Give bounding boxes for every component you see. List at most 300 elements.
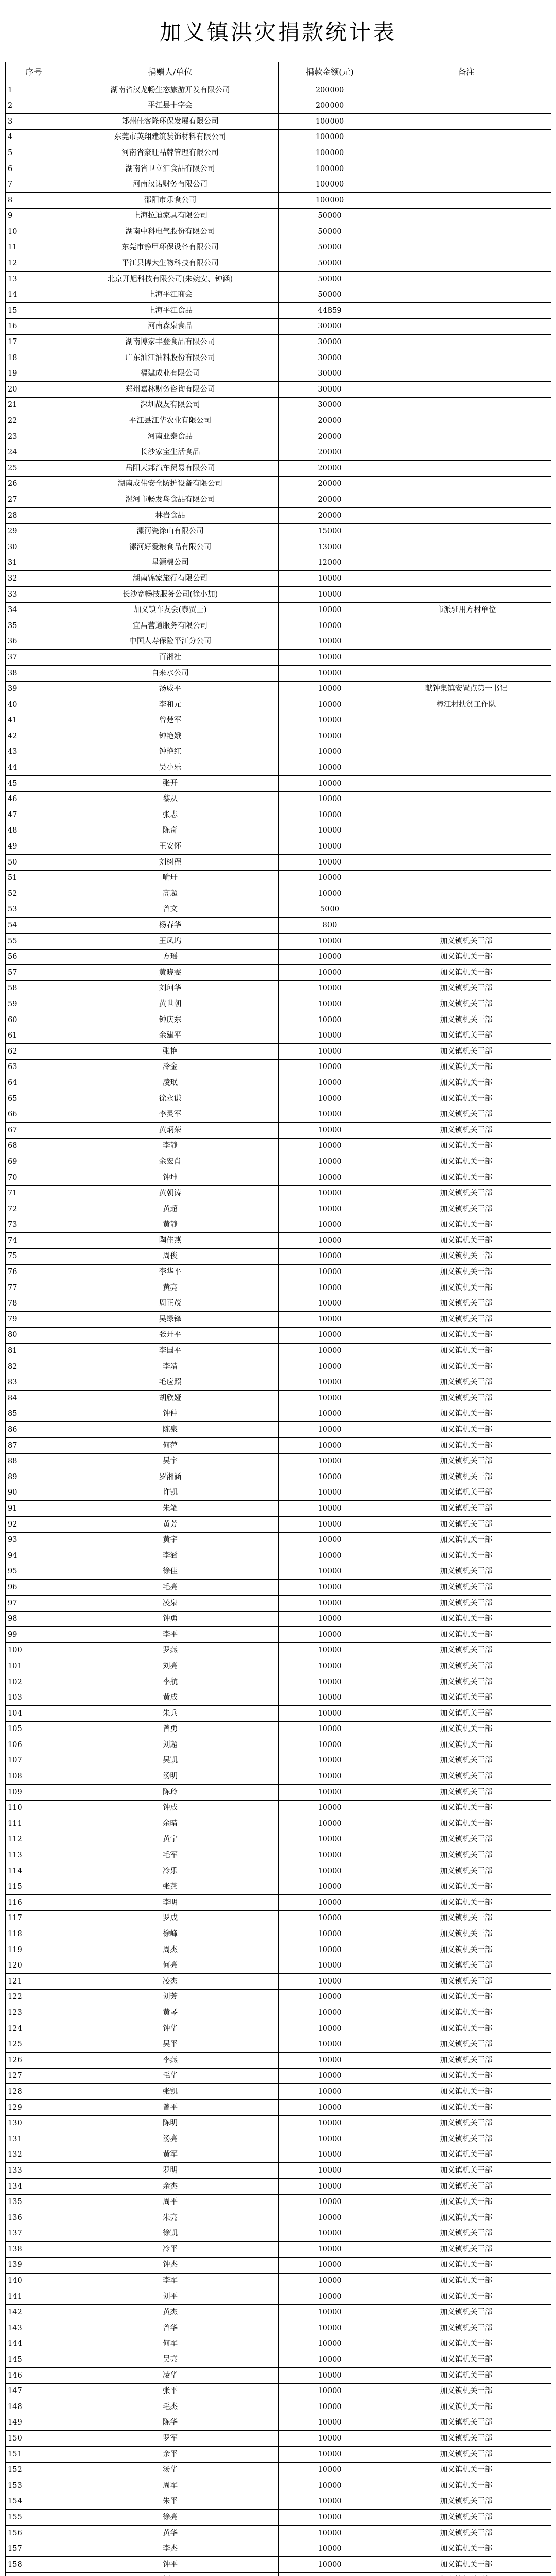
row-note — [381, 776, 551, 792]
table-row — [6, 1627, 551, 1643]
table-row — [6, 1107, 551, 1123]
table-row — [6, 602, 551, 618]
row-note: 加义镇机关干部 — [381, 2352, 551, 2368]
row-note — [381, 650, 551, 666]
row-index: 71 — [6, 1185, 62, 1201]
row-index: 120 — [6, 1958, 62, 1974]
row-note: 加义镇机关干部 — [381, 1469, 551, 1485]
row-donor: 黄华 — [62, 2526, 279, 2541]
row-index: 79 — [6, 1312, 62, 1328]
row-note: 加义镇机关干部 — [381, 2178, 551, 2194]
row-donor: 岳阳天邦汽车贸易有限公司 — [62, 461, 279, 477]
row-index: 16 — [6, 318, 62, 334]
row-index: 92 — [6, 1517, 62, 1533]
table-row — [6, 224, 551, 240]
row-amount: 10000 — [279, 1564, 381, 1580]
row-amount: 10000 — [279, 996, 381, 1012]
table-row — [6, 650, 551, 666]
row-index: 20 — [6, 382, 62, 398]
row-index: 75 — [6, 1248, 62, 1264]
row-index: 118 — [6, 1926, 62, 1942]
table-row — [6, 1501, 551, 1517]
row-note: 加义镇机关干部 — [381, 1832, 551, 1848]
row-note: 加义镇机关干部 — [381, 2053, 551, 2069]
row-amount: 30000 — [279, 350, 381, 366]
table-row — [6, 1296, 551, 1312]
row-amount: 10000 — [279, 2541, 381, 2557]
row-note: 加义镇机关干部 — [381, 1343, 551, 1359]
row-donor: 湖南省卫立汇食品有限公司 — [62, 161, 279, 177]
table-row — [6, 1596, 551, 1612]
row-donor: 罗军 — [62, 2431, 279, 2447]
row-index: 63 — [6, 1059, 62, 1075]
row-note: 加义镇机关干部 — [381, 1327, 551, 1343]
row-donor: 广东汕江油料股份有限公司 — [62, 350, 279, 366]
row-donor: 刘珂华 — [62, 980, 279, 996]
row-donor: 钟艳红 — [62, 744, 279, 760]
row-amount: 10000 — [279, 839, 381, 855]
row-index: 141 — [6, 2289, 62, 2305]
row-note: 加义镇机关干部 — [381, 2021, 551, 2037]
row-donor: 凌珉 — [62, 1075, 279, 1091]
row-donor: 凌华 — [62, 2368, 279, 2384]
row-note — [381, 587, 551, 603]
row-donor: 李华平 — [62, 1264, 279, 1280]
row-note: 加义镇机关干部 — [381, 1690, 551, 1706]
row-donor: 方瑶 — [62, 949, 279, 965]
row-note: 加义镇机关干部 — [381, 2304, 551, 2320]
row-donor: 胡欣娅 — [62, 1391, 279, 1406]
row-note: 加义镇机关干部 — [381, 1170, 551, 1185]
row-note — [381, 193, 551, 209]
row-donor: 长沙家宝生活食品 — [62, 445, 279, 461]
row-index: 14 — [6, 287, 62, 303]
table-row — [6, 429, 551, 445]
row-note — [381, 240, 551, 256]
row-index: 12 — [6, 256, 62, 272]
row-index: 64 — [6, 1075, 62, 1091]
row-note: 加义镇机关干部 — [381, 1706, 551, 1722]
row-index: 88 — [6, 1453, 62, 1469]
row-amount: 13000 — [279, 539, 381, 555]
table-row — [6, 2194, 551, 2210]
row-donor: 自来水公司 — [62, 665, 279, 681]
row-note: 加义镇机关干部 — [381, 1974, 551, 1990]
row-donor: 徐峰 — [62, 1926, 279, 1942]
row-index: 32 — [6, 571, 62, 587]
row-amount: 10000 — [279, 665, 381, 681]
row-index: 21 — [6, 397, 62, 413]
row-donor: 漯河市畅发鸟食品有限公司 — [62, 492, 279, 508]
row-note — [381, 807, 551, 823]
table-row — [6, 681, 551, 697]
row-note — [381, 870, 551, 886]
row-amount: 10000 — [279, 2494, 381, 2510]
table-row — [6, 571, 551, 587]
row-index: 91 — [6, 1501, 62, 1517]
row-index: 107 — [6, 1753, 62, 1769]
row-amount: 10000 — [279, 1123, 381, 1139]
row-amount: 30000 — [279, 382, 381, 398]
row-amount: 10000 — [279, 1958, 381, 1974]
row-index: 148 — [6, 2399, 62, 2415]
row-donor: 余平 — [62, 2447, 279, 2463]
row-index: 51 — [6, 870, 62, 886]
table-row — [6, 2257, 551, 2273]
table-row — [6, 1012, 551, 1028]
table-row — [6, 980, 551, 996]
row-donor: 钟庆东 — [62, 1012, 279, 1028]
row-index: 111 — [6, 1816, 62, 1832]
row-amount: 10000 — [279, 2194, 381, 2210]
row-note: 加义镇机关干部 — [381, 1753, 551, 1769]
row-amount: 100000 — [279, 177, 381, 193]
row-amount: 10000 — [279, 2399, 381, 2415]
table-row — [6, 1737, 551, 1753]
row-index: 53 — [6, 902, 62, 918]
row-index: 154 — [6, 2494, 62, 2510]
row-amount: 10000 — [279, 823, 381, 839]
row-index: 136 — [6, 2210, 62, 2226]
row-amount: 10000 — [279, 1359, 381, 1375]
row-donor: 罗成 — [62, 1910, 279, 1926]
row-note — [381, 476, 551, 492]
row-amount: 10000 — [279, 791, 381, 807]
row-amount: 10000 — [279, 1501, 381, 1517]
row-note: 加义镇机关干部 — [381, 2447, 551, 2463]
row-note: 樟江村扶贫工作队 — [381, 697, 551, 713]
table-row — [6, 1406, 551, 1422]
row-donor: 钟仲 — [62, 1406, 279, 1422]
row-note: 加义镇机关干部 — [381, 1185, 551, 1201]
row-note: 加义镇机关干部 — [381, 1264, 551, 1280]
row-donor: 刘亮 — [62, 1658, 279, 1674]
table-row — [6, 1674, 551, 1690]
row-donor: 李平 — [62, 1627, 279, 1643]
row-note — [381, 744, 551, 760]
row-donor: 李和元 — [62, 697, 279, 713]
row-donor: 张开 — [62, 776, 279, 792]
row-index: 28 — [6, 508, 62, 524]
table-row — [6, 1422, 551, 1438]
table-row — [6, 1453, 551, 1469]
row-index: 33 — [6, 587, 62, 603]
row-index: 13 — [6, 272, 62, 287]
row-donor: 湖南锦家旅行有限公司 — [62, 571, 279, 587]
row-donor: 喻玕 — [62, 870, 279, 886]
row-amount: 10000 — [279, 1895, 381, 1911]
row-donor: 徐佳 — [62, 1564, 279, 1580]
row-amount: 20000 — [279, 429, 381, 445]
table-row — [6, 744, 551, 760]
row-index: 123 — [6, 2005, 62, 2021]
row-note: 加义镇机关干部 — [381, 1296, 551, 1312]
row-amount: 10000 — [279, 2336, 381, 2352]
row-amount: 10000 — [279, 2273, 381, 2289]
table-row — [6, 2478, 551, 2494]
row-note — [381, 839, 551, 855]
table-row — [6, 1343, 551, 1359]
row-donor: 罗明 — [62, 2163, 279, 2179]
table-row — [6, 129, 551, 145]
table-row — [6, 1217, 551, 1233]
row-amount: 10000 — [279, 1375, 381, 1391]
row-note: 加义镇机关干部 — [381, 2368, 551, 2384]
table-row — [6, 114, 551, 130]
row-note: 献钟集镇安置点第一书记 — [381, 681, 551, 697]
row-note — [381, 634, 551, 650]
row-index: 104 — [6, 1706, 62, 1722]
row-donor: 平江县博大生物科技有限公司 — [62, 256, 279, 272]
row-index: 77 — [6, 1280, 62, 1296]
row-note — [381, 429, 551, 445]
row-amount: 10000 — [279, 2100, 381, 2116]
row-amount: 10000 — [279, 1879, 381, 1895]
row-index: 62 — [6, 1044, 62, 1060]
row-amount: 10000 — [279, 1800, 381, 1816]
row-amount: 50000 — [279, 287, 381, 303]
table-row — [6, 492, 551, 508]
row-amount: 10000 — [279, 1769, 381, 1785]
row-amount: 10000 — [279, 2210, 381, 2226]
row-donor: 黄晓雯 — [62, 965, 279, 981]
row-donor: 长沙宽畅技服务公司(徐小加) — [62, 587, 279, 603]
row-donor: 宜昌营道服务有限公司 — [62, 618, 279, 634]
table-row — [6, 2431, 551, 2447]
row-donor: 东莞市静甲环保设备有限公司 — [62, 240, 279, 256]
row-note: 加义镇机关干部 — [381, 2494, 551, 2510]
row-note: 加义镇机关干部 — [381, 1816, 551, 1832]
row-note — [381, 318, 551, 334]
row-note — [381, 791, 551, 807]
row-amount: 10000 — [279, 1580, 381, 1596]
row-donor: 朱兵 — [62, 1706, 279, 1722]
row-donor: 徐永谦 — [62, 1091, 279, 1107]
row-donor: 湖南省汉龙畅生态旅游开发有限公司 — [62, 82, 279, 98]
table-row — [6, 523, 551, 539]
row-amount: 200000 — [279, 98, 381, 114]
table-row — [6, 2273, 551, 2289]
row-amount: 10000 — [279, 2226, 381, 2242]
row-index: 69 — [6, 1154, 62, 1170]
row-donor: 余杰 — [62, 2178, 279, 2194]
donation-table — [5, 62, 551, 2576]
row-note: 加义镇机关干部 — [381, 1091, 551, 1107]
row-donor: 冷金 — [62, 1059, 279, 1075]
row-donor: 黄亮 — [62, 1280, 279, 1296]
table-row — [6, 2178, 551, 2194]
row-note: 加义镇机关干部 — [381, 996, 551, 1012]
row-donor: 张志 — [62, 807, 279, 823]
row-index: 45 — [6, 776, 62, 792]
row-amount: 10000 — [279, 713, 381, 728]
row-note — [381, 918, 551, 934]
row-note — [381, 539, 551, 555]
row-note: 加义镇机关干部 — [381, 2037, 551, 2053]
row-index: 130 — [6, 2115, 62, 2131]
row-donor: 黄宇 — [62, 1532, 279, 1548]
row-donor: 余宏肖 — [62, 1154, 279, 1170]
row-index: 65 — [6, 1091, 62, 1107]
row-index: 119 — [6, 1942, 62, 1958]
row-note — [381, 555, 551, 571]
row-note: 加义镇机关干部 — [381, 2289, 551, 2305]
row-donor: 黎从 — [62, 791, 279, 807]
row-note: 加义镇机关干部 — [381, 1737, 551, 1753]
row-index: 39 — [6, 681, 62, 697]
row-amount: 20000 — [279, 508, 381, 524]
row-note: 加义镇机关干部 — [381, 2273, 551, 2289]
row-note — [381, 129, 551, 145]
row-donor: 陈明 — [62, 2115, 279, 2131]
row-amount: 20000 — [279, 476, 381, 492]
row-donor: 曾平 — [62, 2100, 279, 2116]
row-index: 83 — [6, 1375, 62, 1391]
row-note: 加义镇机关干部 — [381, 2478, 551, 2494]
row-note: 加义镇机关干部 — [381, 1674, 551, 1690]
row-note: 加义镇机关干部 — [381, 1910, 551, 1926]
row-index: 52 — [6, 886, 62, 902]
row-donor: 湖南博家丰登食品有限公司 — [62, 334, 279, 350]
row-note: 加义镇机关干部 — [381, 2431, 551, 2447]
row-amount: 10000 — [279, 2178, 381, 2194]
table-row — [6, 1848, 551, 1863]
row-donor: 深圳战友有限公司 — [62, 397, 279, 413]
row-donor: 漯河瓷涂山有限公司 — [62, 523, 279, 539]
row-amount: 5000 — [279, 902, 381, 918]
row-note: 加义镇机关干部 — [381, 1028, 551, 1044]
row-donor: 吴平 — [62, 2037, 279, 2053]
row-index: 122 — [6, 1989, 62, 2005]
row-donor: 钟杰 — [62, 2257, 279, 2273]
row-note: 加义镇机关干部 — [381, 1564, 551, 1580]
row-index: 87 — [6, 1438, 62, 1454]
row-note — [381, 272, 551, 287]
row-note — [381, 413, 551, 429]
row-donor: 汤明 — [62, 1769, 279, 1785]
row-amount: 10000 — [279, 1848, 381, 1863]
table-row — [6, 839, 551, 855]
row-amount: 10000 — [279, 1658, 381, 1674]
row-amount: 10000 — [279, 760, 381, 776]
table-row — [6, 382, 551, 398]
row-index: 22 — [6, 413, 62, 429]
table-row — [6, 1611, 551, 1627]
row-amount: 10000 — [279, 1910, 381, 1926]
row-amount: 20000 — [279, 492, 381, 508]
row-amount: 100000 — [279, 193, 381, 209]
row-donor: 钟艳娥 — [62, 728, 279, 744]
row-donor: 星源棉公司 — [62, 555, 279, 571]
row-donor: 河南森泉食品 — [62, 318, 279, 334]
row-donor: 张燕 — [62, 1879, 279, 1895]
row-note: 加义镇机关干部 — [381, 1532, 551, 1548]
row-note: 加义镇机关干部 — [381, 2194, 551, 2210]
row-amount: 10000 — [279, 2368, 381, 2384]
row-index: 27 — [6, 492, 62, 508]
row-amount: 10000 — [279, 1044, 381, 1060]
row-amount: 10000 — [279, 2320, 381, 2336]
row-index: 1 — [6, 82, 62, 98]
row-index: 7 — [6, 177, 62, 193]
row-amount: 10000 — [279, 2447, 381, 2463]
row-amount: 10000 — [279, 1485, 381, 1501]
row-donor: 凌泉 — [62, 1596, 279, 1612]
row-index: 143 — [6, 2320, 62, 2336]
row-note — [381, 334, 551, 350]
row-amount: 10000 — [279, 776, 381, 792]
row-donor: 李国平 — [62, 1343, 279, 1359]
row-amount: 10000 — [279, 1233, 381, 1249]
row-index: 146 — [6, 2368, 62, 2384]
table-row — [6, 1721, 551, 1737]
row-amount: 10000 — [279, 807, 381, 823]
row-amount: 100000 — [279, 161, 381, 177]
row-donor: 黄成 — [62, 1690, 279, 1706]
row-donor: 上海拉迪家具有限公司 — [62, 208, 279, 224]
row-note — [381, 256, 551, 272]
row-donor: 黄琴 — [62, 2005, 279, 2021]
row-index: 18 — [6, 350, 62, 366]
row-note: 加义镇机关干部 — [381, 2147, 551, 2163]
header-amount: 捐款金额(元) — [279, 62, 381, 82]
row-amount: 10000 — [279, 2304, 381, 2320]
row-note: 加义镇机关干部 — [381, 1312, 551, 1328]
table-row — [6, 2226, 551, 2242]
table-row — [6, 2447, 551, 2463]
table-row — [6, 1942, 551, 1958]
row-donor: 李靖 — [62, 1359, 279, 1375]
row-index: 126 — [6, 2053, 62, 2069]
row-index: 26 — [6, 476, 62, 492]
row-note: 加义镇机关干部 — [381, 1280, 551, 1296]
row-note: 加义镇机关干部 — [381, 2557, 551, 2573]
row-amount: 10000 — [279, 1517, 381, 1533]
table-row — [6, 2320, 551, 2336]
row-note: 加义镇机关干部 — [381, 2242, 551, 2258]
row-amount: 10000 — [279, 1327, 381, 1343]
table-row — [6, 1059, 551, 1075]
row-index: 137 — [6, 2226, 62, 2242]
row-donor: 李军 — [62, 2273, 279, 2289]
table-row — [6, 145, 551, 161]
table-row — [6, 318, 551, 334]
row-donor: 周军 — [62, 2478, 279, 2494]
table-row — [6, 1800, 551, 1816]
table-row — [6, 1327, 551, 1343]
table-body — [6, 82, 551, 2576]
row-index: 128 — [6, 2084, 62, 2100]
table-row — [6, 1154, 551, 1170]
table-row — [6, 508, 551, 524]
row-donor: 王凤坞 — [62, 934, 279, 950]
table-row — [6, 2368, 551, 2384]
row-note: 加义镇机关干部 — [381, 1217, 551, 1233]
row-amount: 10000 — [279, 2557, 381, 2573]
row-index: 31 — [6, 555, 62, 571]
table-row — [6, 413, 551, 429]
table-row — [6, 1642, 551, 1658]
row-note: 加义镇机关干部 — [381, 1627, 551, 1643]
row-amount: 10000 — [279, 1785, 381, 1801]
table-row — [6, 177, 551, 193]
row-donor: 张凯 — [62, 2084, 279, 2100]
row-amount: 10000 — [279, 1596, 381, 1612]
table-row — [6, 1564, 551, 1580]
row-amount: 10000 — [279, 1028, 381, 1044]
table-row — [6, 713, 551, 728]
row-donor: 黄军 — [62, 2147, 279, 2163]
